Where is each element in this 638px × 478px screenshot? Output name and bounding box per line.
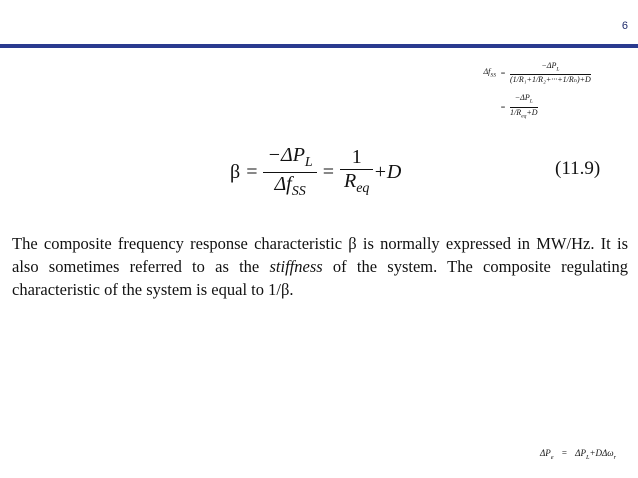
page-number: 6 — [621, 20, 628, 32]
derivation-equals-2: = — [500, 102, 506, 112]
main-tail-term: +D — [373, 160, 402, 183]
body-paragraph: The composite frequency response characteristic β is normally expressed in MW/Hz. It is also sometimes referred to as the stiffness of the system. The composite regulating characteristic of the system is equal to 1/β. — [12, 234, 628, 299]
derivation-fraction-2-denominator: $1/R_{eq}+D$ — [510, 107, 538, 120]
derivation-block — [472, 56, 591, 124]
derivation-fraction-1-denominator: (1/R₁+1/R₂+···+1/Rₙ)+D — [510, 75, 591, 85]
derivation-fraction-2 — [510, 94, 538, 120]
main-equals-1: = — [246, 160, 258, 183]
derivation-fraction-2-numerator: $-\Delta P_L$ — [514, 93, 533, 105]
stiffness-term: stiffness — [269, 257, 323, 276]
main-fraction-1 — [263, 145, 316, 199]
derivation-fraction-1 — [510, 62, 591, 85]
derivation-line-1 — [472, 56, 591, 90]
main-fraction-2-denominator: $R_{eq}$ — [344, 170, 370, 197]
bottom-equation: $\Delta P_e = \Delta P_L+D\Delta\omega_r$ — [540, 448, 617, 461]
beta-symbol: β — [230, 160, 241, 183]
derivation-equals-1: = — [500, 68, 506, 78]
main-fraction-2-numerator: 1 — [351, 146, 362, 169]
header-rule — [0, 44, 638, 48]
derivation-fraction-1-numerator: $-\Delta P_L$ — [541, 60, 560, 73]
main-fraction-2 — [340, 147, 373, 197]
equation-number: (11.9) — [555, 158, 601, 179]
main-equals-2: = — [322, 160, 334, 183]
derivation-line-2 — [496, 90, 591, 124]
main-fraction-1-denominator: $\Delta f_{SS}$ — [274, 172, 306, 199]
main-equation — [230, 145, 401, 199]
derivation-lhs: $\Delta f_{SS}$ — [483, 67, 496, 79]
main-fraction-1-numerator: $-\Delta P_L$ — [267, 144, 313, 170]
